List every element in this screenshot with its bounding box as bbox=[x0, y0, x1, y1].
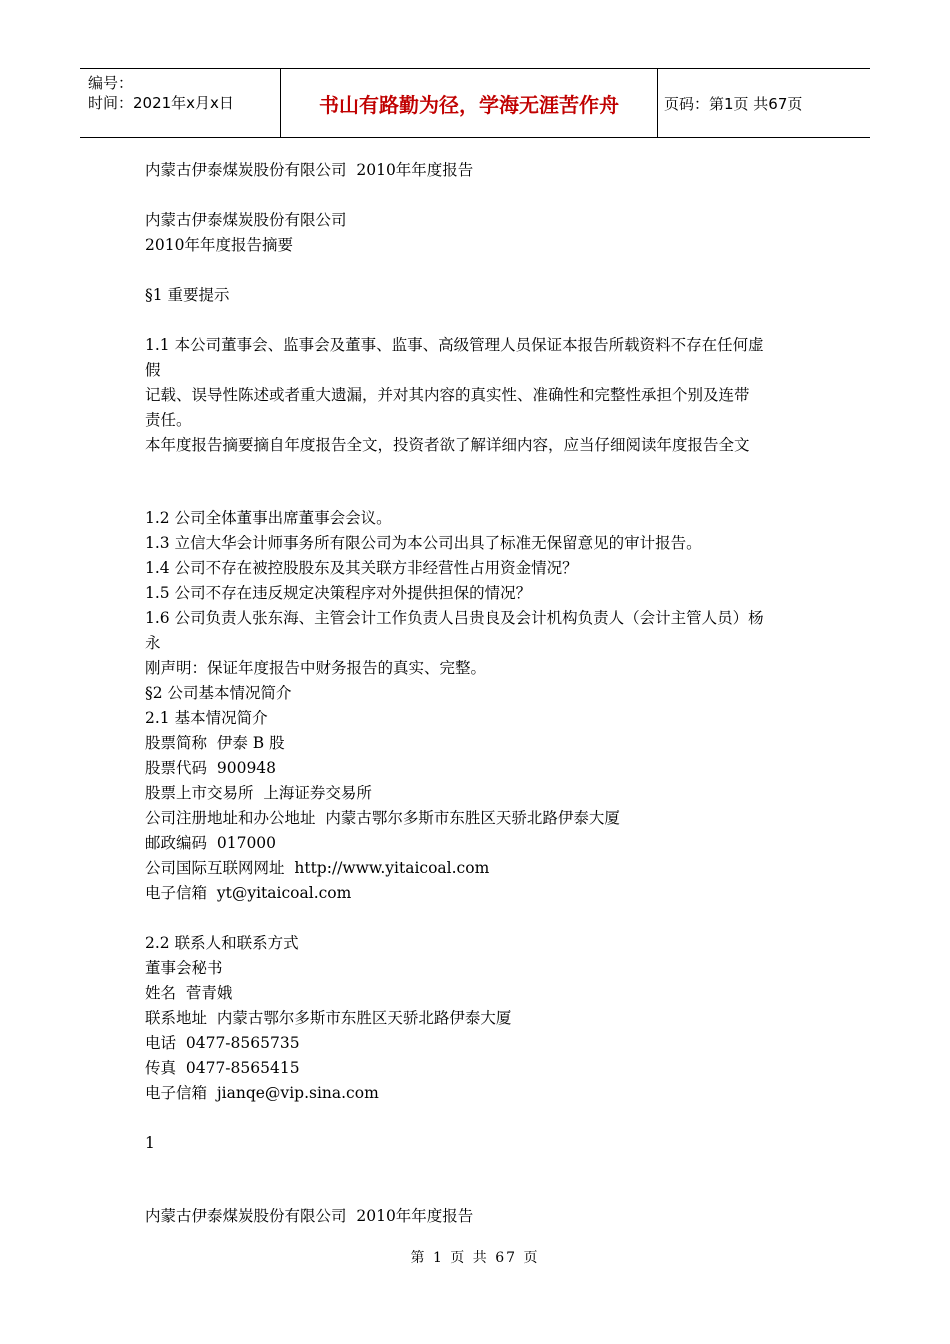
code-label: 编号： bbox=[88, 74, 134, 92]
info-line: 股票代码 900948 bbox=[145, 759, 277, 777]
text-line: 1.5 公司不存在违反规定决策程序对外提供担保的情况？ bbox=[145, 584, 532, 602]
section-2-heading: §2 公司基本情况简介 bbox=[145, 684, 292, 702]
subsection-heading: 2.2 联系人和联系方式 bbox=[145, 934, 299, 952]
text-line: 记载、误导性陈述或者重大遗漏，并对其内容的真实性、准确性和完整性承担个别及连带 bbox=[145, 386, 750, 404]
page-header bbox=[80, 68, 870, 138]
info-line: 公司国际互联网网址 http://www.yitaicoal.com bbox=[145, 859, 490, 877]
info-line: 邮政编码 017000 bbox=[145, 834, 277, 852]
text-line: 1.4 公司不存在被控股股东及其关联方非经营性占用资金情况？ bbox=[145, 559, 578, 577]
info-line: 电子信箱 jianqe@vip.sina.com bbox=[145, 1084, 379, 1102]
report-title-line: 内蒙古伊泰煤炭股份有限公司 2010年年度报告 bbox=[145, 161, 474, 179]
info-line: 电话 0477-8565735 bbox=[145, 1034, 300, 1052]
header-meta bbox=[80, 69, 281, 137]
text-line: 1.6 公司负责人张东海、主管会计工作负责人吕贵良及会计机构负责人（会计主管人员）杨 bbox=[145, 609, 764, 627]
header-motto: 书山有路勤为径，学海无涯苦作舟 bbox=[281, 69, 658, 137]
text-line: 永 bbox=[145, 634, 161, 652]
info-line: 董事会秘书 bbox=[145, 959, 223, 977]
text-line: 假 bbox=[145, 361, 161, 379]
info-line: 电子信箱 yt@yitaicoal.com bbox=[145, 884, 352, 902]
info-line: 股票上市交易所 上海证券交易所 bbox=[145, 784, 372, 802]
info-line: 股票简称 伊泰 B 股 bbox=[145, 734, 285, 752]
text-line: 本年度报告摘要摘自年度报告全文，投资者欲了解详细内容，应当仔细阅读年度报告全文 bbox=[145, 436, 750, 454]
text-line: 1.1 本公司董事会、监事会及董事、监事、高级管理人员保证本报告所载资料不存在任何虚 bbox=[145, 336, 764, 354]
subsection-heading: 2.1 基本情况简介 bbox=[145, 709, 268, 727]
section-1-heading: §1 重要提示 bbox=[145, 286, 230, 304]
info-line: 姓名 菅青娥 bbox=[145, 984, 233, 1002]
text-line: 1.2 公司全体董事出席董事会会议。 bbox=[145, 509, 392, 527]
info-line: 联系地址 内蒙古鄂尔多斯市东胜区天骄北路伊泰大厦 bbox=[145, 1009, 512, 1027]
text-line: 刚声明：保证年度报告中财务报告的真实、完整。 bbox=[145, 659, 487, 677]
header-page-info: 页码：第1页 共67页 bbox=[664, 94, 803, 113]
inner-page-number: 1 bbox=[145, 1134, 155, 1152]
info-line: 公司注册地址和办公地址 内蒙古鄂尔多斯市东胜区天骄北路伊泰大厦 bbox=[145, 809, 620, 827]
info-line: 传真 0477-8565415 bbox=[145, 1059, 300, 1077]
page-footer: 第 1 页 共 67 页 bbox=[410, 1250, 540, 1266]
date-label: 时间：2021年x月x日 bbox=[88, 94, 234, 112]
report-title-line: 内蒙古伊泰煤炭股份有限公司 2010年年度报告 bbox=[145, 1207, 474, 1225]
report-subtitle: 2010年年度报告摘要 bbox=[145, 236, 293, 254]
text-line: 责任。 bbox=[145, 411, 192, 429]
text-line: 1.3 立信大华会计师事务所有限公司为本公司出具了标准无保留意见的审计报告。 bbox=[145, 534, 702, 552]
company-name: 内蒙古伊泰煤炭股份有限公司 bbox=[145, 211, 347, 229]
document-body bbox=[145, 158, 815, 1229]
